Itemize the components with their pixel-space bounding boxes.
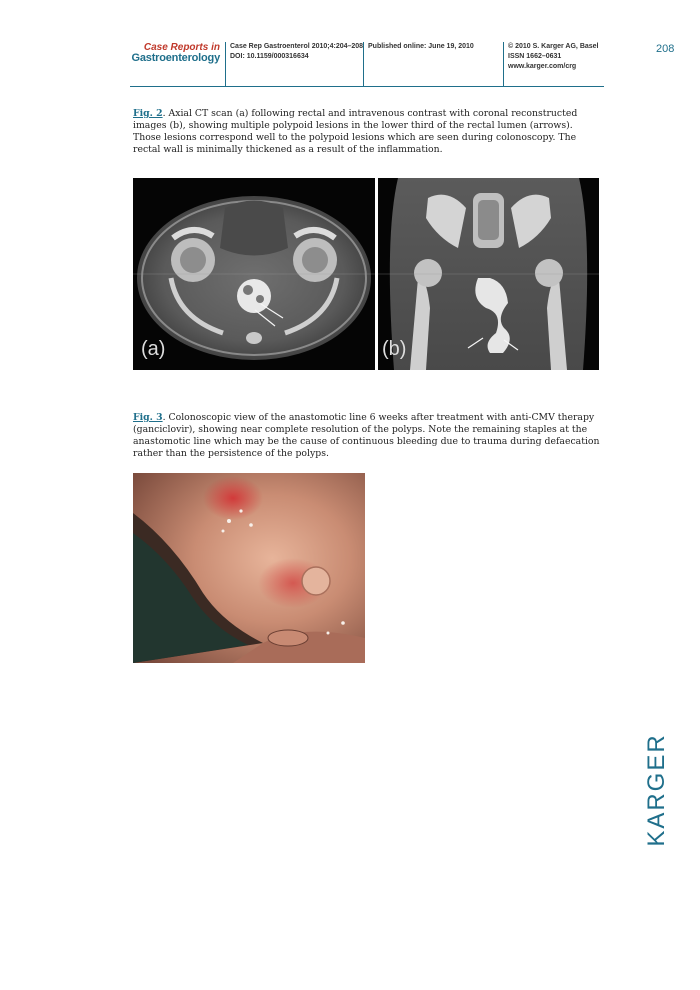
figure-2-caption-text: . Axial CT scan (a) following rectal and intravenous contrast with coronal reconstructed images (b), showing multiple polypoid lesions in the lower third of the rectal lumen (arrows). Those lesions correspond well to the polypoid lesions which are seen during colonoscopy. The rectal wall is minimally thickened as a result of the inflammation. <box>133 108 578 155</box>
publisher-logo-text: KARGER <box>643 733 670 847</box>
ct-coronal-image <box>378 178 599 370</box>
ct-coronal-drawing <box>378 178 599 370</box>
figure-2-caption <box>133 108 601 156</box>
doi[interactable]: DOI: 10.1159/000316634 <box>230 53 309 60</box>
colonoscopy-drawing <box>133 473 365 663</box>
journal-logo-line2: Gastroenterology <box>131 52 220 64</box>
ct-axial-image <box>133 178 375 370</box>
colonoscopy-image <box>133 473 365 663</box>
header-divider <box>130 86 604 87</box>
page-number: 208 <box>656 43 675 55</box>
publisher-logo <box>642 730 672 850</box>
copyright-block <box>503 42 608 86</box>
journal-logo-line1: Case Reports in <box>143 42 220 53</box>
journal-logo <box>130 42 220 66</box>
copyright: © 2010 S. Karger AG, Basel <box>508 43 599 50</box>
website-link[interactable]: www.karger.com/crg <box>508 63 577 70</box>
citation-block <box>225 42 368 86</box>
publication-date-block <box>363 42 506 86</box>
issn: ISSN 1662–0631 <box>508 53 562 60</box>
figure-2-link[interactable]: Fig. 2 <box>133 108 163 119</box>
published-date: Published online: June 19, 2010 <box>368 43 474 50</box>
figure-3-caption <box>133 412 601 460</box>
panel-a-label: (a) <box>141 338 166 360</box>
figure-3-caption-text: . Colonoscopic view of the anastomotic line 6 weeks after treatment with anti-CMV therapy (ganciclovir), showing near complete resolution of the polyps. Note the remaining staples at the anastomotic line which may be the cause of continuous bleeding due to trauma during defaecation rather than the persistence of the polyps. <box>133 412 600 459</box>
figure-3-link[interactable]: Fig. 3 <box>133 412 163 423</box>
citation: Case Rep Gastroenterol 2010;4:204–208 <box>230 43 364 50</box>
panel-b-label: (b) <box>382 338 407 360</box>
ct-axial-drawing <box>133 178 375 370</box>
